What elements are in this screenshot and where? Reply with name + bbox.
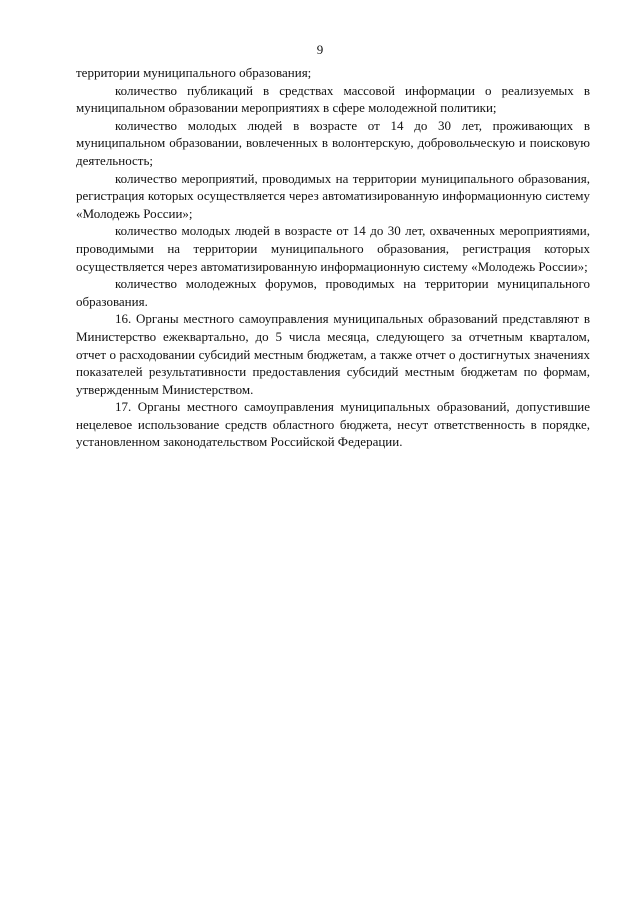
document-body bbox=[76, 64, 590, 451]
paragraph-volunteers-count: количество молодых людей в возрасте от 14 до 30 лет, проживающих в муниципальном образовании, вовлеченных в волонтерскую, добровольческую и поисковую деятельность; bbox=[76, 117, 590, 168]
paragraph-forums-count: количество молодежных форумов, проводимых на территории муниципального образования. bbox=[76, 276, 590, 309]
page-number: 9 bbox=[316, 42, 324, 57]
paragraph-youth-covered-count: количество молодых людей в возрасте от 14 до 30 лет, охваченных мероприятиями, проводимыми на территории муниципального образования, регистрация которых осуществляется через автоматизированную информационную систему «Молодежь России»; bbox=[76, 223, 590, 274]
paragraph-events-count: количество мероприятий, проводимых на территории муниципального образования, регистрация которых осуществляется через автоматизированную информационную систему «Молодежь России»; bbox=[76, 170, 590, 221]
paragraph-clause-16: 16. Органы местного самоуправления муниципальных образований представляют в Министерство ежеквартально, до 5 числа месяца, следующего за отчетным кварталом, отчет о расходовании субсидий местным бюджетам, а также отчет о достигнутых значениях показателей результативности предоставления субсидий местным бюджетам по формам, утвержденным Министерством. bbox=[76, 311, 590, 397]
paragraph-publications-count: количество публикаций в средствах массовой информации о реализуемых в муниципальном образовании мероприятиях в сфере молодежной политики; bbox=[76, 82, 590, 116]
paragraph-continuation: территории муниципального образования; bbox=[76, 65, 312, 80]
paragraph-clause-17: 17. Органы местного самоуправления муниципальных образований, допустившие нецелевое использование средств областного бюджета, несут ответственность в порядке, установленном законодательством Российской Федерации. bbox=[76, 399, 590, 450]
